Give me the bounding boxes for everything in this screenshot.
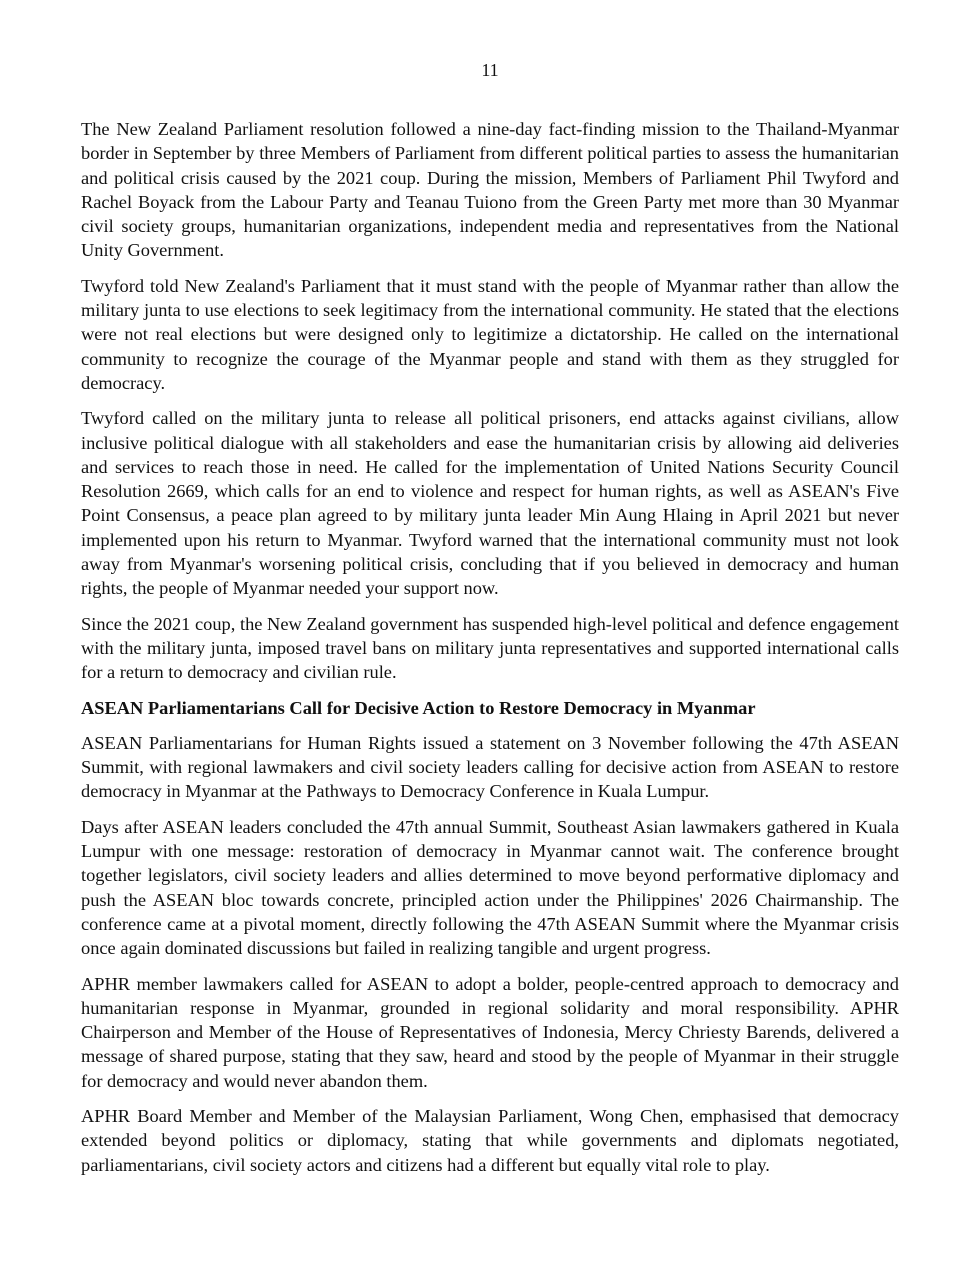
paragraph-aphr-lawmakers: APHR member lawmakers called for ASEAN to adopt a bolder, people-centred approach to democracy and humanitarian response in Myanmar, grounded in regional solidarity and moral responsibility. APHR Chairperson and Member of the House of Representatives of Indonesia, Mercy Chriesty Barends, delivered a message of shared purpose, stating that they saw, heard and stood by the people of Myanmar in their struggle for democracy and would never abandon them. [81,973,899,1091]
paragraph-kl-conference: Days after ASEAN leaders concluded the 47th annual Summit, Southeast Asian lawmakers gathered in Kuala Lumpur with one message: restoration of democracy in Myanmar cannot wait. The conference brought together legislators, civil society leaders and allies determined to move beyond performative diplomacy and push the ASEAN bloc towards concrete, principled action under the Philippines' 2026 Chairmanship. The conference came at a pivotal moment, directly following the 47th ASEAN Summit where the Myanmar crisis once again dominated discussions but failed in realizing tangible and urgent progress. [81,816,899,959]
section-heading: ASEAN Parliamentarians Call for Decisive Action to Restore Democracy in Myanmar [81,697,756,718]
paragraph-nz-mission: The New Zealand Parliament resolution followed a nine-day fact-finding mission to the Thailand-Myanmar border in September by three Members of Parliament from different political parties to assess the humanitarian and political crisis caused by the 2021 coup. During the mission, Members of Parliament Phil Twyford and Rachel Boyack from the Labour Party and Teanau Tuiono from the Green Party met more than 30 Myanmar civil society groups, humanitarian organizations, independent media and representatives from the National Unity Government. [81,119,899,261]
page-number: 11 [481,60,499,80]
paragraph-aphr-statement: ASEAN Parliamentarians for Human Rights issued a statement on 3 November following the 47th ASEAN Summit, with regional lawmakers and civil society leaders calling for decisive action from ASEAN to restore democracy in Myanmar at the Pathways to Democracy Conference in Kuala Lumpur. [81,732,899,802]
paragraph-twyford-demands: Twyford called on the military junta to release all political prisoners, end attacks against civilians, allow inclusive political dialogue with all stakeholders and ease the humanitarian crisis by allowing aid deliveries and services to reach those in need. He called for the implementation of United Nations Security Council Resolution 2669, which calls for an end to violence and respect for human rights, as well as ASEAN's Five Point Consensus, a peace plan agreed to by military junta leader Min Aung Hlaing in April 2021 but never implemented upon his return to Myanmar. Twyford warned that the international community must not look away from Myanmar's worsening political crisis, concluding that if you believed in democracy and human rights, the people of Myanmar needed your support now. [81,408,899,599]
paragraph-nz-government: Since the 2021 coup, the New Zealand government has suspended high-level political and defence engagement with the military junta, imposed travel bans on military junta representatives and supported international calls for a return to democracy and civilian rule. [81,613,899,683]
page-content [81,117,899,1188]
paragraph-wong-chen: APHR Board Member and Member of the Malaysian Parliament, Wong Chen, emphasised that democracy extended beyond politics or diplomacy, stating that while governments and diplomats negotiated, parliamentarians, civil society actors and citizens had a different but equally vital role to play. [81,1105,899,1175]
paragraph-twyford-parliament: Twyford told New Zealand's Parliament that it must stand with the people of Myanmar rather than allow the military junta to use elections to seek legitimacy from the international community. He stated that the elections were not real elections but were designed only to legitimize a dictatorship. He called on the international community to recognize the courage of the Myanmar people and stand with them as they struggled for democracy. [81,275,899,393]
